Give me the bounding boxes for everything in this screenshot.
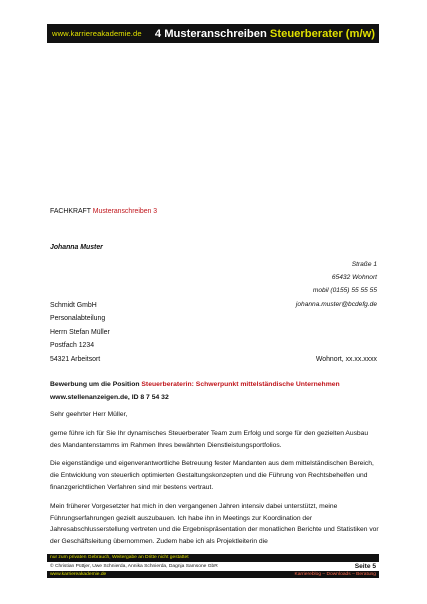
sender-street: Straße 1 <box>351 261 377 268</box>
recipient-department: Personalabteilung <box>50 315 106 323</box>
footer <box>47 554 379 578</box>
subject-line-2: www.stellenanzeigen.de, ID 8 7 54 32 <box>50 394 169 402</box>
header-url: www.karriereakademie.de <box>52 29 142 38</box>
body-paragraph-3: Mein früherer Vorgesetzter hat mich in den vergangenen Jahren intensiv dabei unterstützt, meine Führungserfahrungen gezielt auszubauen. Ich habe ihn in Meetings zur Koordination der Jahresabschlusserstellung vertreten und die Ergebnispräsentation der monatlichen Berichte und Statistiken vor der Geschäftsleitung übernommen. Zudem habe ich als Projektleiterin die <box>50 502 379 546</box>
footer-note: nur zum privaten Gebrauch, Weitergabe an Dritte nicht gestattet <box>50 555 189 561</box>
sender-phone: mobil (0155) 55 55 55 <box>312 287 377 295</box>
recipient-city: 54321 Arbeitsort <box>50 355 101 363</box>
footer-link-bar <box>47 571 379 578</box>
page-number: Seite 5 <box>354 562 376 570</box>
sender-email: johanna.muster@bcdefg.de <box>295 300 377 308</box>
header-title-prefix: 4 Musteranschreiben <box>154 27 270 40</box>
footer-links: Karriereblog – Downloads – Beratung <box>294 571 376 577</box>
header-bar <box>47 24 379 43</box>
header-title-accent: Steuerberater (m/w) <box>269 27 375 40</box>
salutation: Sehr geehrter Herr Müller, <box>50 411 128 418</box>
recipient-postbox: Postfach 1234 <box>50 342 95 350</box>
subject-prefix: Bewerbung um die Position <box>50 381 142 388</box>
sender-name: Johanna Muster <box>50 244 103 251</box>
recipient-address <box>50 299 110 366</box>
body-paragraph-1: gerne führe ich für Sie Ihr dynamisches Steuerberater Team zum Erfolg und sorge für den gezielten Ausbau des Mandantenstamms im Rahmen Ihres bewährten Dienstleistungsportfolios. <box>50 429 369 449</box>
footer-url: www.karriereakademie.de <box>50 571 107 577</box>
subject-accent: Steuerberaterin: Schwerpunkt mittelständische Unternehmen <box>141 381 340 388</box>
recipient-person: Herrn Stefan Müller <box>50 328 110 336</box>
subject-line <box>50 378 380 404</box>
sender-city: 65432 Wohnort <box>331 274 377 282</box>
footer-note-bar <box>47 554 379 562</box>
subject-line-1 <box>50 378 380 391</box>
letter-body <box>50 409 380 555</box>
sender-address <box>296 258 377 311</box>
document-label <box>50 208 157 215</box>
document-label-accent: Musteranschreiben 3 <box>92 208 158 215</box>
footer-copyright: © Christian Püttjer, Uwe Schnierda, Annika Schnierda, Dagnja Samsone GbR <box>50 563 218 569</box>
body-paragraph-2: Die eigenständige und eigenverantwortliche Betreuung fester Mandanten aus dem mittelständischen Bereich, die Entwicklung von steuerlich optimierten Gestaltungskonzepten und die Führung von Rechtsbehelfen und finanzgerichtlichen Verfahren sind mir bestens vertraut. <box>50 460 374 491</box>
header-title <box>155 28 375 40</box>
document-label-prefix: FACHKRAFT <box>50 208 93 215</box>
recipient-company: Schmidt GmbH <box>50 302 97 309</box>
place-date: Wohnort, xx.xx.xxxx <box>315 356 377 363</box>
footer-info-row <box>47 562 379 571</box>
